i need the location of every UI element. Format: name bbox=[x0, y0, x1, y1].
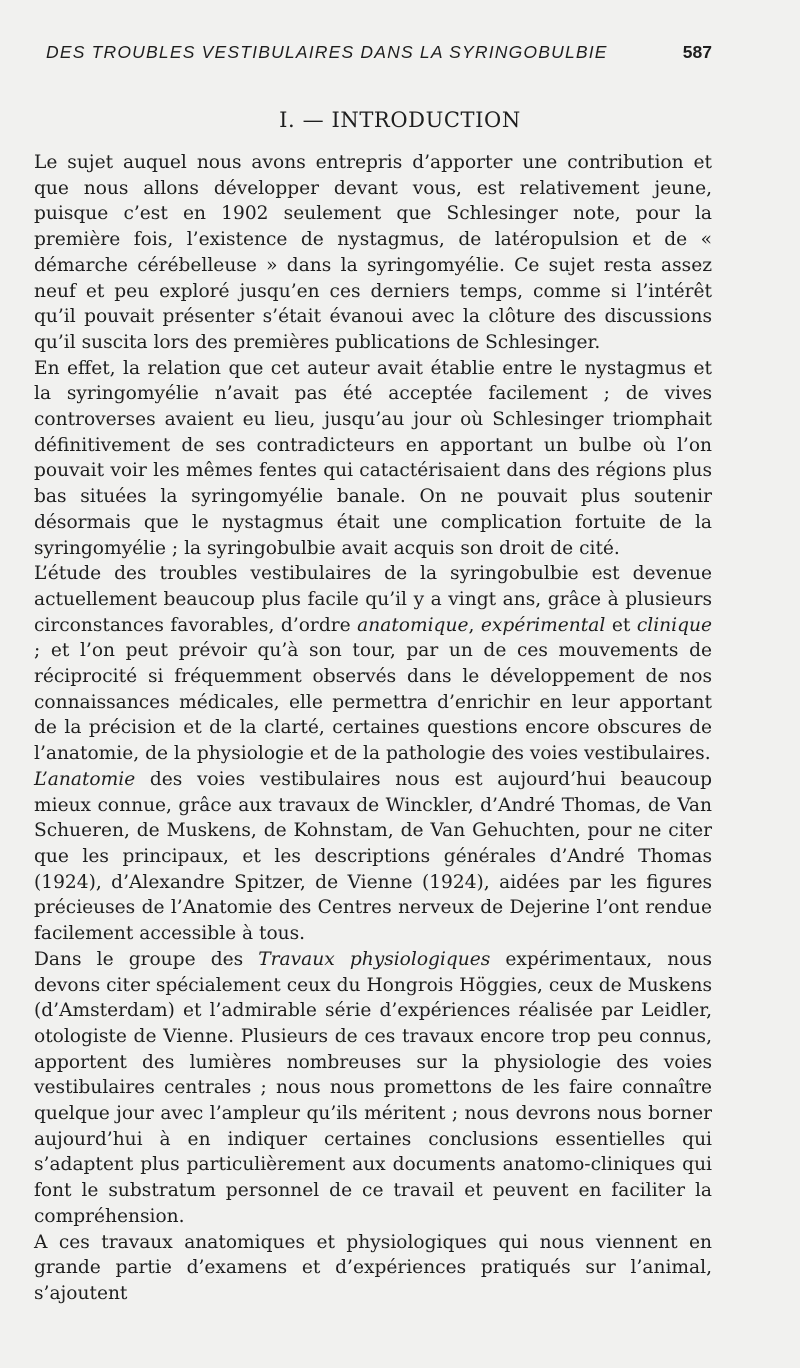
emphasis-text: clinique bbox=[636, 614, 712, 636]
page-number: 587 bbox=[682, 42, 712, 62]
paragraph-text: et bbox=[605, 614, 637, 636]
paragraph-text: A ces travaux anatomiques et physiologiques qui nous viennent en grande partie d’examens et d’expériences pratiqués sur l’animal, s’ajoutent bbox=[34, 1231, 712, 1304]
section-title: I. — INTRODUCTION bbox=[279, 108, 521, 132]
emphasis-text: L’anatomie bbox=[34, 768, 136, 790]
paragraph-text: des voies vestibulaires nous est aujourd’hui beaucoup mieux connue, grâce aux travaux de Winckler, d’André Thomas, de Van Schueren, de Muskens, de Kohnstam, de Van Gehuchten, pour ne citer que les principaux, et les descriptions générales d’André Thomas (1924), d’Alexandre Spitzer, de Vienne (1924), aidées par les figures précieuses de l’Anatomie des Centres nerveux de Dejerine l’ont rendue facilement accessible à tous. bbox=[34, 768, 712, 945]
running-header bbox=[46, 42, 712, 63]
paragraph-text: expérimentaux, nous devons citer spécialement ceux du Hongrois Höggies, ceux de Muskens (d’Amsterdam) et l’admirable série d’expériences réalisée par Leidler, otologiste de Vienne. Plusieurs de ces travaux encore trop peu connus, apportent des lumières nombreuses sur la physiologie des voies vestibulaires centrales ; nous nous promettons de les faire connaître quelque jour avec l’ampleur qu’ils méritent ; nous devrons nous borner aujourd’hui à en indiquer certaines conclusions essentielles qui s’adaptent plus particulièrement aux documents anatomo-cliniques qui font le substratum personnel de ce travail et peuvent en faciliter la compréhension. bbox=[34, 948, 712, 1227]
body-text bbox=[34, 150, 712, 1307]
paragraph-text: L’étude des troubles vestibulaires de la syringobulbie est devenue actuellement beaucoup plus facile qu’il y a vingt ans, grâce à plusieurs circonstances favorables, d’ordre bbox=[34, 563, 712, 636]
paragraph bbox=[34, 947, 712, 1230]
paragraph-text: , bbox=[468, 614, 481, 636]
paragraph bbox=[34, 767, 712, 947]
paragraph bbox=[34, 1230, 712, 1307]
paragraph-text: Dans le groupe des bbox=[34, 948, 259, 970]
paragraph bbox=[34, 356, 712, 562]
paragraph bbox=[34, 150, 712, 356]
paragraph-text: En effet, la relation que cet auteur avait établie entre le nystagmus et la syringomyélie n’avait pas été acceptée facilement ; de vives controverses avaient eu lieu, jusqu’au jour où Schlesinger triomphait définitivement de ses contradicteurs en apportant un bulbe où l’on pouvait voir les mêmes fentes qui catactérisaient dans des régions plus bas situées la syringomyélie banale. On ne pouvait plus soutenir désormais que le nystagmus était une complication fortuite de la syringomyélie ; la syringobulbie avait acquis son droit de cité. bbox=[34, 357, 712, 559]
running-title: DES TROUBLES VESTIBULAIRES DANS LA SYRINGOBULBIE bbox=[46, 42, 608, 62]
paragraph bbox=[34, 561, 712, 767]
paragraph-text: Le sujet auquel nous avons entrepris d’apporter une contribution et que nous allons développer devant vous, est relativement jeune, puisque c’est en 1902 seulement que Schlesinger note, pour la première fois, l’existence de nystagmus, de latéropulsion et de « démarche cérébelleuse » dans la syringomyélie. Ce sujet resta assez neuf et peu exploré jusqu’en ces derniers temps, comme si l’intérêt qu’il pouvait présenter s’était évanoui avec la clôture des discussions qu’il suscita lors des premières publications de Schlesinger. bbox=[34, 152, 712, 353]
emphasis-text: expérimental bbox=[480, 614, 606, 636]
paragraph-text: ; et l’on peut prévoir qu’à son tour, par un de ces mouvements de réciprocité si fréquemment observés dans le développement de nos connaissances médicales, elle permettra d’enrichir en leur apportant de la précision et de la clarté, certaines questions encore obscures de l’anatomie, de la physiologie et de la pathologie des voies vestibulaires. bbox=[34, 640, 712, 765]
emphasis-text: Travaux physiologiques bbox=[258, 948, 491, 970]
emphasis-text: anatomique bbox=[357, 614, 469, 636]
